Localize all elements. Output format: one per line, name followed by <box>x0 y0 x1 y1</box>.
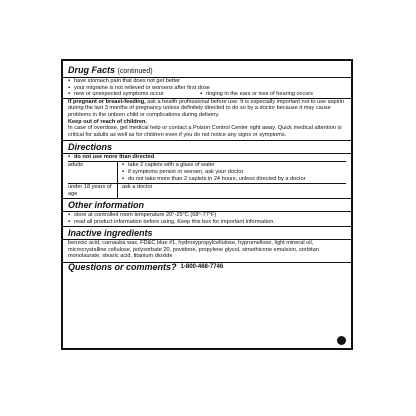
directions-heading: Directions <box>68 142 113 153</box>
drug-facts-panel <box>61 59 353 350</box>
instructions-cell: ask a doctor <box>118 183 347 198</box>
drug-facts-title <box>68 65 346 77</box>
storage-info: ▪ store at controlled room temperature 20°-25°C (68°-77°F) <box>68 212 346 219</box>
instruction-item: ▪ take 2 caplets with a glass of water <box>122 162 346 169</box>
stop-item: ▪ your migraine is not relieved or worsens after first dose <box>68 85 346 92</box>
stop-item: ▪ have stomach pain that does not get better <box>68 78 346 85</box>
continued-label: (continued) <box>117 68 153 75</box>
pregnancy-warning <box>68 99 346 119</box>
stop-item: ▪ new or unexpected symptoms occur <box>68 91 200 98</box>
drug-facts-heading: Drug Facts <box>68 65 116 75</box>
instruction-item: ▪ if symptoms persist or worsen, ask your doctor <box>122 169 346 176</box>
inactive-ingredients-text: benzoic acid, carnauba wax, FD&C blue #1, hydroxypropylcellulose, hypromellose, light mineral oil, microcrystalline cellulose, polysorbate 20, povidone, propylene glycol, simethicone emulsion, sorbitan monolaurate, stearic acid, titanium dioxide <box>68 240 319 260</box>
questions-label: Questions or comments? <box>68 261 177 272</box>
stop-item-row <box>68 91 346 98</box>
printer-dot-icon <box>337 336 346 345</box>
directions-table <box>68 161 346 198</box>
directions-warning: ▪ do not use more than directed <box>68 154 346 161</box>
stop-use-list <box>68 78 346 98</box>
age-cell: under 18 years of age <box>68 183 118 198</box>
other-information-heading: Other information <box>68 199 144 210</box>
age-cell: adults <box>68 161 118 183</box>
questions-row <box>68 261 346 272</box>
inactive-ingredients-heading: Inactive ingredients <box>68 228 153 239</box>
overdose-warning: In case of overdose, get medical help or contact a Poison Control Center right away. Quick medical attention is critical for adults as well as for children even if you do not notice any signs or symptoms. <box>68 125 342 138</box>
pregnancy-text: ask a health professional before use. It is especially important not to use aspirin during the last 3 months of pregnancy unless definitely directed to do so by a doctor because it may cause problems in the unborn child or complications during delivery. <box>68 98 345 118</box>
table-row <box>68 161 346 183</box>
pregnancy-label: If pregnant or breast-feeding, <box>68 98 146 105</box>
keep-out-warning: Keep out of reach of children. <box>68 118 147 125</box>
instruction-item: ▪ do not take more than 2 caplets in 24 hours, unless directed by a doctor <box>122 176 346 183</box>
phone-number: 1-800-468-7746 <box>180 263 224 270</box>
read-info: ▪ read all product information before using. Keep this box for important information. <box>68 219 346 226</box>
table-row <box>68 183 346 198</box>
stop-item: ▪ ringing in the ears or loss of hearing occurs <box>200 91 313 98</box>
instructions-cell <box>118 161 347 183</box>
